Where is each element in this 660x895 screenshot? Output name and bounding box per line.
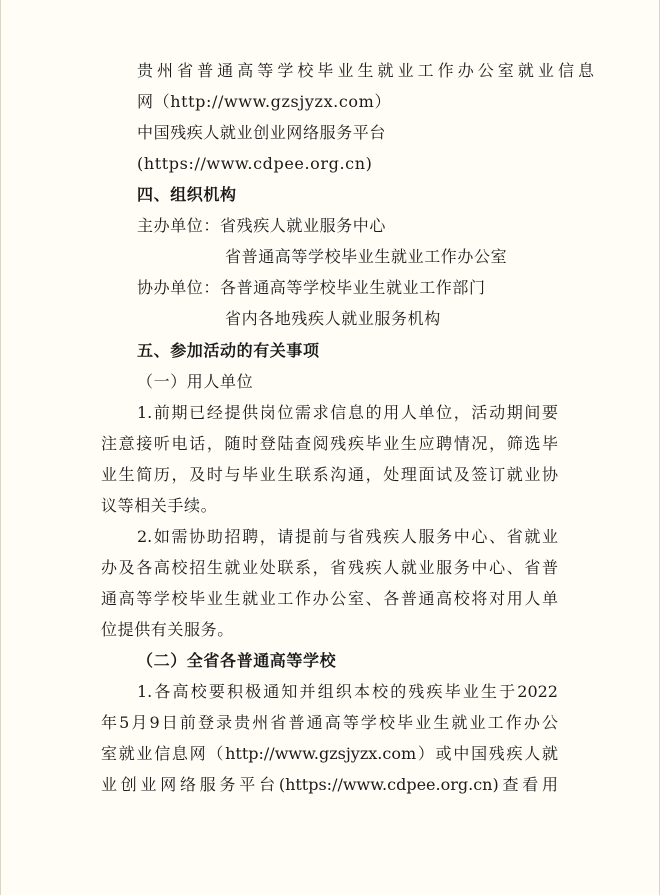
paragraph-line: 1.前期已经提供岗位需求信息的用人单位，活动期间要 xyxy=(137,403,558,422)
subsection-heading: （一）用人单位 xyxy=(137,372,254,391)
paragraph-line: 办及各高校招生就业处联系，省残疾人就业服务中心、省普 xyxy=(101,558,558,577)
paragraph-line: 年5月9日前登录贵州省普通高等学校毕业生就业工作办公 xyxy=(101,713,558,732)
section-heading: 五、参加活动的有关事项 xyxy=(137,341,320,360)
paragraph-line: 通高等学校毕业生就业工作办公室、各普通高校将对用人单 xyxy=(101,589,558,608)
text-line: 协办单位：各普通高等学校毕业生就业工作部门 xyxy=(137,278,486,297)
text-line: 中国残疾人就业创业网络服务平台 xyxy=(137,123,387,142)
paragraph-line: 注意接听电话，随时登陆查阅残疾毕业生应聘情况，筛选毕 xyxy=(101,434,558,453)
text-line: 网（http://www.gzsjyzx.com） xyxy=(137,92,392,111)
paragraph-line: 室就业信息网（http://www.gzsjyzx.com）或中国残疾人就 xyxy=(101,744,558,763)
page-left-border xyxy=(0,0,1,895)
paragraph-line: 业创业网络服务平台(https://www.cdpee.org.cn)查看用 xyxy=(101,775,558,794)
paragraph-line: 1.各高校要积极通知并组织本校的残疾毕业生于2022 xyxy=(137,682,558,701)
text-line: 省普通高等学校毕业生就业工作办公室 xyxy=(225,247,508,266)
paragraph-line: 业生简历，及时与毕业生联系沟通，处理面试及签订就业协 xyxy=(101,465,558,484)
text-line: 主办单位：省残疾人就业服务中心 xyxy=(137,216,387,235)
text-line: 省内各地残疾人就业服务机构 xyxy=(225,309,441,328)
text-line: 贵州省普通高等学校毕业生就业工作办公室就业信息 xyxy=(137,61,594,80)
section-heading: 四、组织机构 xyxy=(137,185,237,204)
paragraph-line: 位提供有关服务。 xyxy=(101,620,234,639)
subsection-heading: （二）全省各普通高等学校 xyxy=(137,651,337,670)
paragraph-line: 2.如需协助招聘，请提前与省残疾人服务中心、省就业 xyxy=(137,527,558,546)
text-line: (https://www.cdpee.org.cn) xyxy=(137,154,373,173)
paragraph-line: 议等相关手续。 xyxy=(101,496,218,515)
